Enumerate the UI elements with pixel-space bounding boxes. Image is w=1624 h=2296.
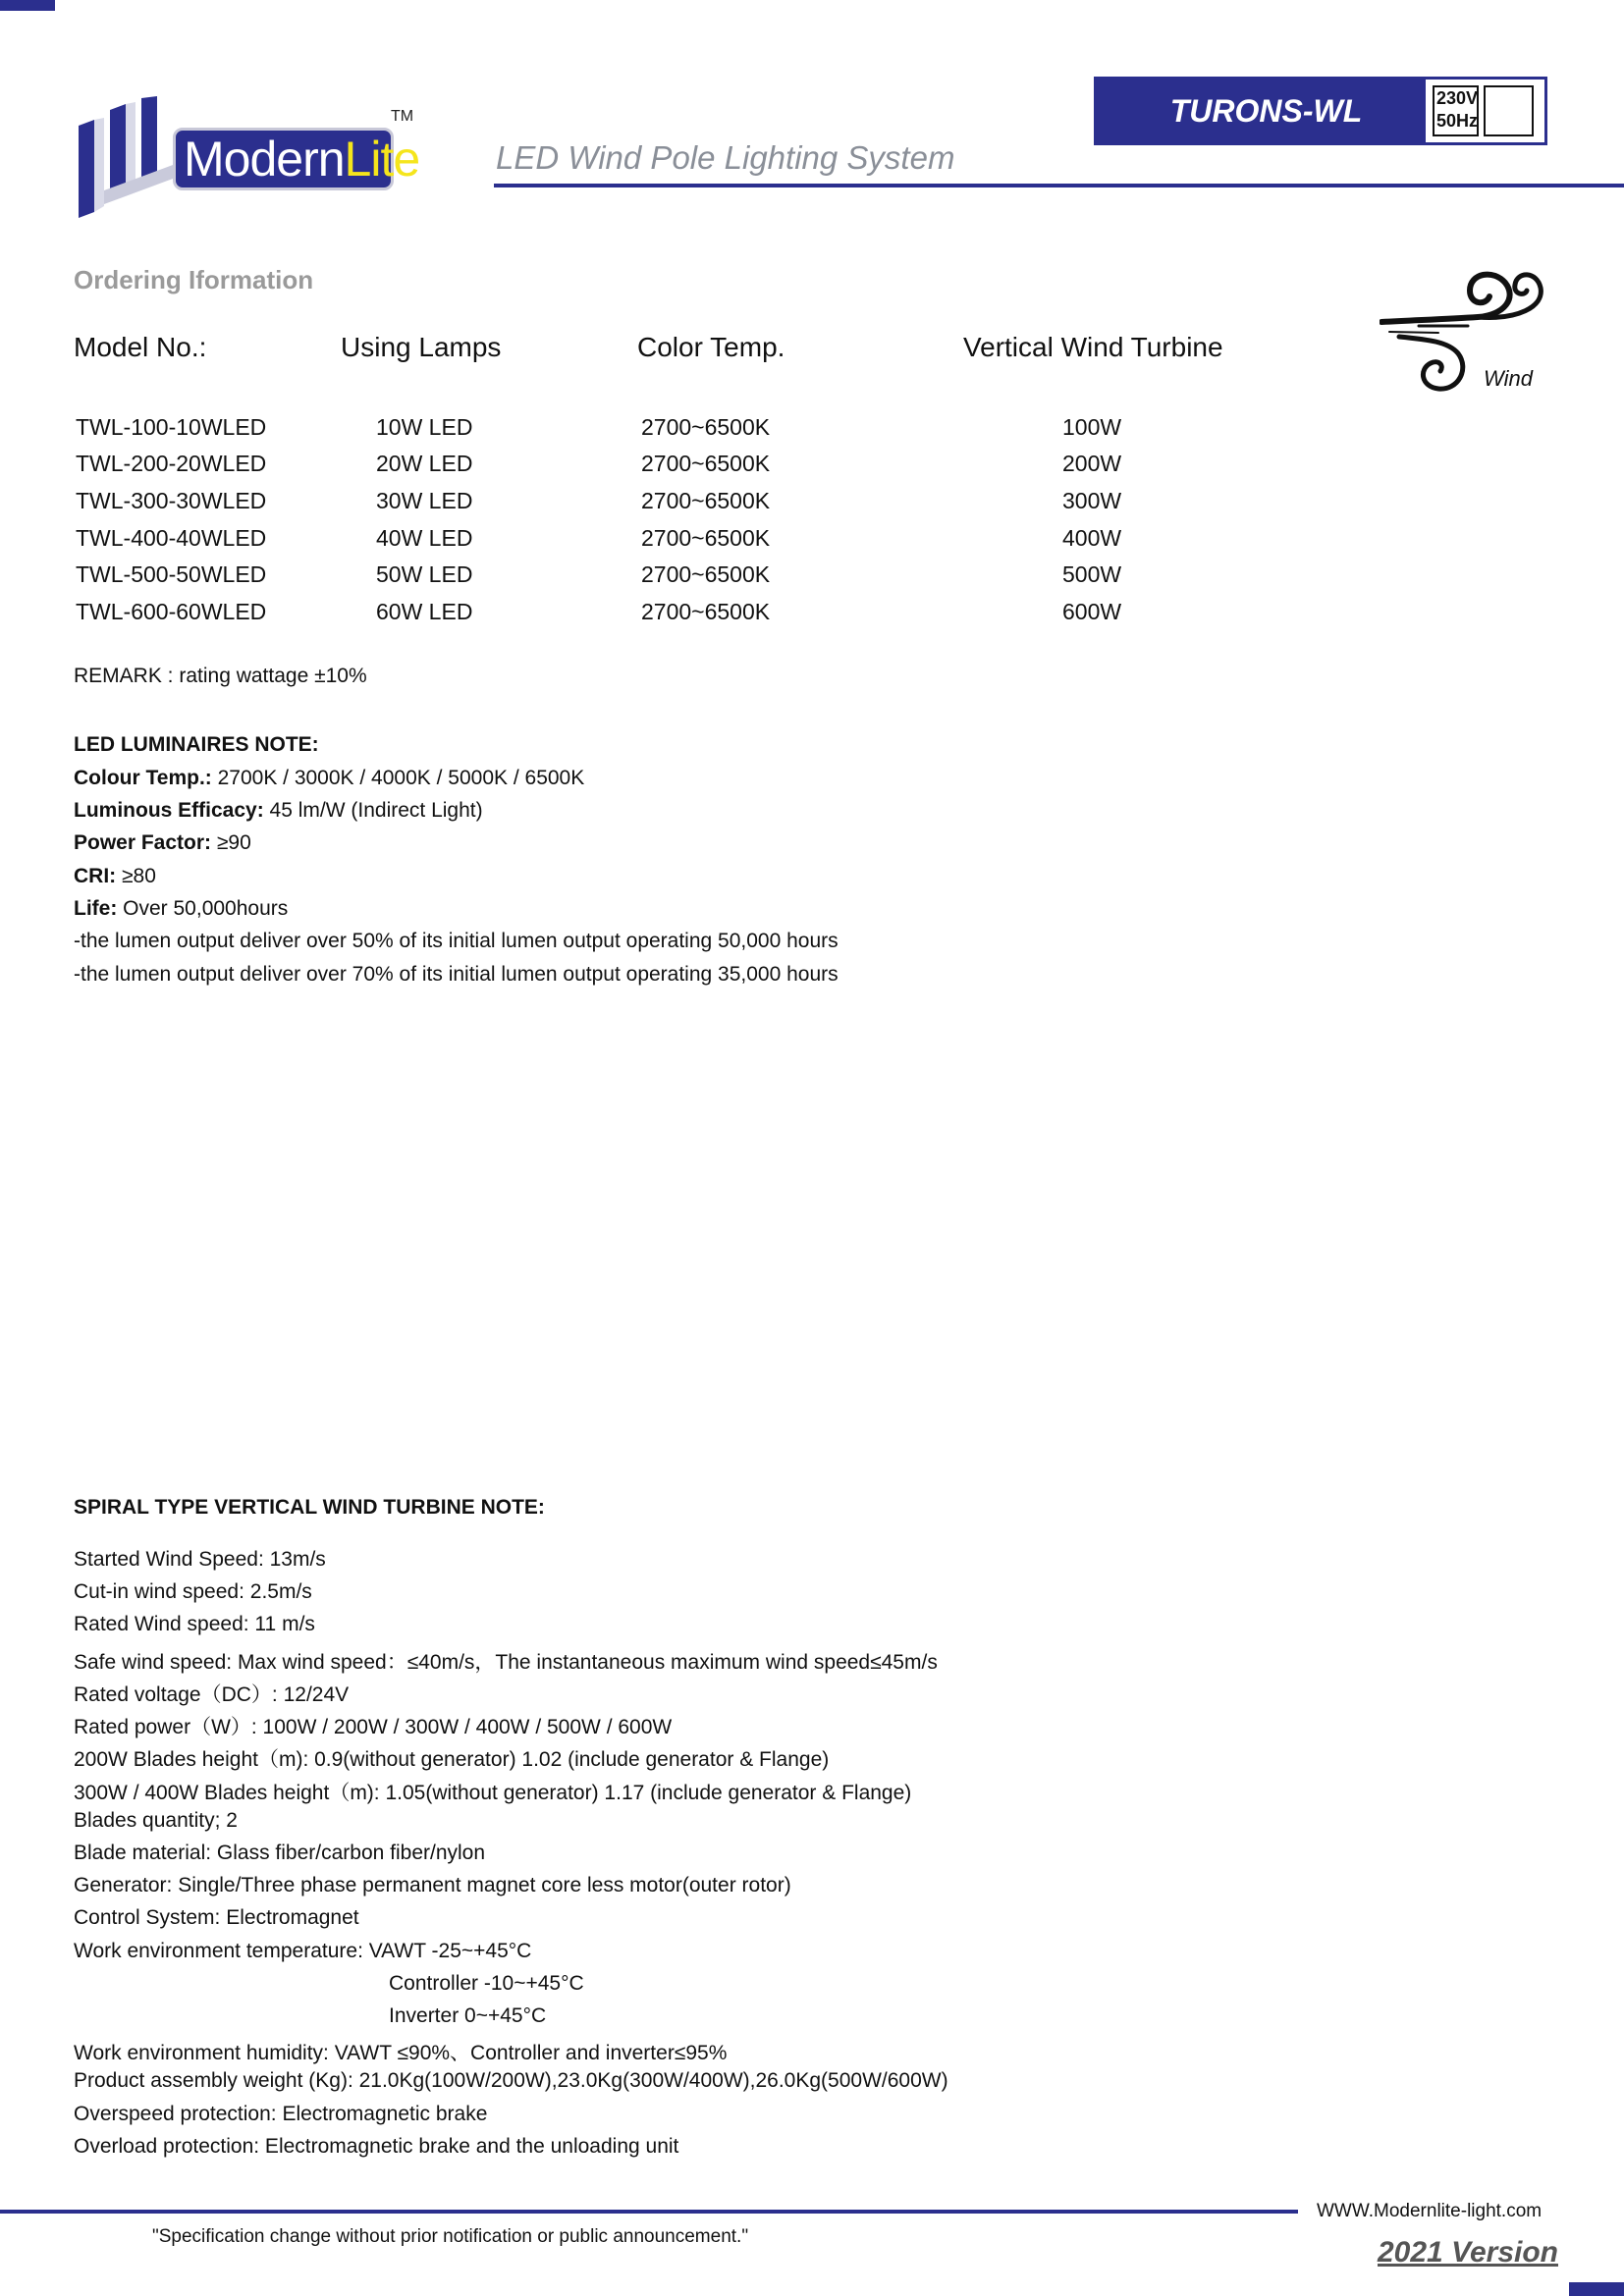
colour-temp-line [74, 767, 584, 790]
modernlite-logo [77, 96, 430, 219]
turbine-spec-line: Overload protection: Electromagnetic brake and the unloading unit [74, 2135, 679, 2158]
wind-label: Wind [1484, 366, 1533, 391]
table-cell-turbine: 600W [1062, 599, 1122, 624]
led-note-title: LED LUMINAIRES NOTE: [74, 733, 319, 756]
table-cell-lamp: 40W LED [376, 525, 473, 551]
turbine-spec-line: Work environment humidity: VAWT ≤90%、Controller and inverter≤95% [74, 2042, 728, 2064]
turbine-spec-line: Work environment temperature: VAWT -25~+45°C [74, 1940, 532, 1962]
disclaimer-text: "Specification change without prior notification or public announcement." [152, 2226, 749, 2247]
turbine-spec-line: Safe wind speed: Max wind speed：≤40m/s，The instantaneous maximum wind speed≤45m/s [74, 1651, 938, 1674]
voltage-rating [1433, 85, 1479, 136]
efficacy-label: Luminous Efficacy: [74, 799, 264, 822]
column-header-model: Model No.: [74, 332, 207, 362]
table-cell-model: TWL-100-10WLED [76, 414, 267, 440]
colour-temp-label: Colour Temp.: [74, 767, 212, 789]
model-name: TURONS-WL [1169, 93, 1363, 129]
turbine-note-title: SPIRAL TYPE VERTICAL WIND TURBINE NOTE: [74, 1496, 545, 1519]
table-cell-color-temp: 2700~6500K [641, 414, 771, 440]
turbine-spec-line: Rated voltage（DC）: 12/24V [74, 1683, 350, 1706]
turbine-spec-line: Rated Wind speed: 11 m/s [74, 1613, 315, 1635]
trademark-symbol: TM [391, 108, 414, 125]
turbine-spec-line: Inverter 0~+45°C [389, 2004, 547, 2027]
table-cell-color-temp: 2700~6500K [641, 599, 771, 624]
turbine-spec-line: 300W / 400W Blades height（m): 1.05(without generator) 1.17 (include generator & Flange) [74, 1782, 912, 1804]
turbine-spec-line: Rated power（W）: 100W / 200W / 300W / 400W / 500W / 600W [74, 1716, 673, 1738]
power-factor-value: ≥90 [211, 831, 251, 854]
table-cell-turbine: 400W [1062, 525, 1122, 551]
model-banner [1094, 77, 1547, 145]
header-divider [494, 184, 1624, 187]
life-line [74, 897, 288, 921]
lumen-line-70: -the lumen output deliver over 70% of its initial lumen output operating 35,000 hours [74, 963, 839, 986]
table-cell-model: TWL-500-50WLED [76, 561, 267, 587]
turbine-spec-line: Product assembly weight (Kg): 21.0Kg(100W/200W),23.0Kg(300W/400W),26.0Kg(500W/600W) [74, 2069, 948, 2092]
voltage-value: 230V [1436, 88, 1479, 108]
power-factor-line [74, 831, 251, 855]
turbine-spec-line: Blade material: Glass fiber/carbon fiber/nylon [74, 1842, 486, 1864]
life-label: Life: [74, 897, 118, 920]
version-label: 2021 Version [1378, 2236, 1558, 2269]
table-cell-lamp: 10W LED [376, 414, 473, 440]
turbine-spec-line: Overspeed protection: Electromagnetic brake [74, 2103, 488, 2125]
table-cell-lamp: 30W LED [376, 488, 473, 513]
corner-accent-top [0, 0, 55, 11]
turbine-spec-line: Generator: Single/Three phase permanent magnet core less motor(outer rotor) [74, 1874, 791, 1896]
table-cell-lamp: 20W LED [376, 451, 473, 476]
turbine-spec-line: 200W Blades height（m): 0.9(without generator) 1.02 (include generator & Flange) [74, 1748, 830, 1771]
logo-mark-icon [77, 96, 175, 219]
table-cell-turbine: 500W [1062, 561, 1122, 587]
table-cell-model: TWL-600-60WLED [76, 599, 267, 624]
cri-line [74, 865, 156, 888]
product-subtitle: LED Wind Pole Lighting System [496, 139, 955, 176]
frequency-value: 50Hz [1436, 111, 1479, 131]
table-cell-model: TWL-400-40WLED [76, 525, 267, 551]
efficacy-value: 45 lm/W (Indirect Light) [263, 799, 483, 822]
corner-accent-bottom [1569, 2282, 1624, 2296]
cri-label: CRI: [74, 865, 117, 887]
table-cell-turbine: 300W [1062, 488, 1122, 513]
turbine-spec-line: Started Wind Speed: 13m/s [74, 1548, 326, 1571]
table-cell-color-temp: 2700~6500K [641, 525, 771, 551]
turbine-spec-line: Cut-in wind speed: 2.5m/s [74, 1580, 312, 1603]
turbine-spec-line: Control System: Electromagnet [74, 1906, 359, 1929]
table-cell-color-temp: 2700~6500K [641, 561, 771, 587]
table-cell-lamp: 50W LED [376, 561, 473, 587]
remark-text: REMARK : rating wattage ±10% [74, 665, 367, 687]
life-value: Over 50,000hours [117, 897, 289, 920]
turbine-spec-line: Blades quantity; 2 [74, 1809, 238, 1832]
footer-divider [0, 2210, 1298, 2214]
table-cell-turbine: 200W [1062, 451, 1122, 476]
table-cell-model: TWL-200-20WLED [76, 451, 267, 476]
cri-value: ≥80 [116, 865, 156, 887]
turbine-spec-line: Controller -10~+45°C [389, 1972, 584, 1995]
column-header-wind-turbine: Vertical Wind Turbine [963, 332, 1223, 362]
voltage-box [1426, 80, 1544, 142]
table-cell-color-temp: 2700~6500K [641, 451, 771, 476]
logo-wordmark: ModernLite [173, 128, 394, 190]
website-link[interactable]: WWW.Modernlite-light.com [1317, 2201, 1543, 2221]
table-cell-model: TWL-300-30WLED [76, 488, 267, 513]
table-cell-turbine: 100W [1062, 414, 1122, 440]
lumen-line-50: -the lumen output deliver over 50% of its initial lumen output operating 50,000 hours [74, 930, 839, 952]
column-header-lamps: Using Lamps [341, 332, 502, 362]
wind-icon [1380, 263, 1546, 399]
efficacy-line [74, 799, 483, 823]
colour-temp-value: 2700K / 3000K / 4000K / 5000K / 6500K [211, 767, 585, 789]
ordering-title: Ordering Iformation [74, 265, 314, 294]
certification-box [1484, 85, 1534, 136]
power-factor-label: Power Factor: [74, 831, 212, 854]
table-cell-color-temp: 2700~6500K [641, 488, 771, 513]
column-header-color-temp: Color Temp. [637, 332, 785, 362]
table-cell-lamp: 60W LED [376, 599, 473, 624]
